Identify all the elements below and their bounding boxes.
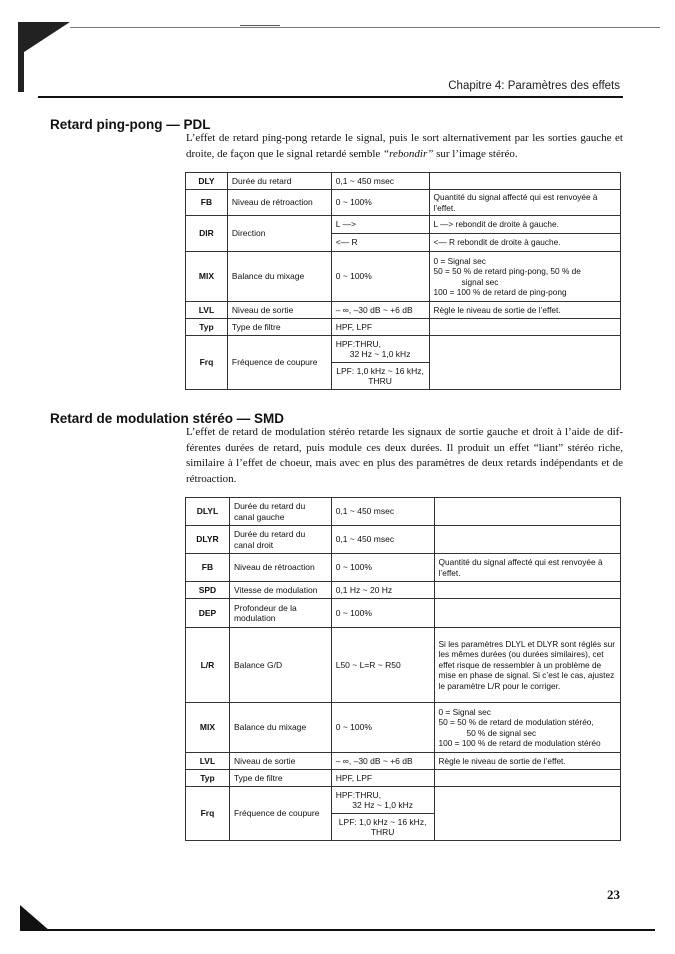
- param-range: HPF, LPF: [331, 319, 429, 336]
- param-range: <— R: [331, 234, 429, 252]
- param-description: Type de filtre: [227, 319, 331, 336]
- page-number: 23: [607, 887, 620, 902]
- param-range: 0 ~ 100%: [331, 252, 429, 302]
- param-code: Frq: [186, 787, 230, 841]
- page-corner-mark: [18, 22, 70, 56]
- header-rule: [38, 96, 623, 98]
- param-table-pdl: [185, 172, 621, 390]
- note-line: 0 = Signal sec: [438, 706, 491, 717]
- param-range: HPF, LPF: [331, 770, 434, 787]
- range-line: 32 Hz ~ 1,0 kHz: [349, 349, 411, 359]
- param-description: Niveau de sortie: [227, 302, 331, 319]
- section-title-smd: Retard de modulation stéréo — SMD: [50, 411, 285, 426]
- param-note: Si les paramètres DLYL et DLYR sont réglés sur les mêmes durées (ou durées similaires), cet effet risque de ressembler à un problème de mise en phase de signal. Si c’est le cas, ajustez le paramètre L/R pour le corriger.: [434, 628, 620, 703]
- section-intro-pdl: [186, 131, 623, 162]
- param-code: DLYR: [186, 526, 230, 554]
- table-row: [186, 190, 621, 216]
- top-rule-short: [240, 25, 280, 26]
- param-note: [434, 582, 620, 599]
- param-note: [429, 336, 621, 390]
- table-row: [186, 302, 621, 319]
- note-line: 50 % de signal sec: [466, 727, 537, 738]
- param-code: DLY: [186, 173, 228, 190]
- param-description: Fréquence de coupure: [227, 336, 331, 390]
- param-description: Balance du mixage: [227, 252, 331, 302]
- param-code: FB: [186, 554, 230, 582]
- param-note: Quantité du signal affecté qui est renvoyée à l’effet.: [434, 554, 620, 582]
- param-range: [331, 787, 434, 814]
- note-line: 0 = Signal sec: [433, 255, 486, 266]
- param-description: Vitesse de modulation: [229, 582, 331, 599]
- param-range: [331, 336, 429, 363]
- param-range: 0 ~ 100%: [331, 599, 434, 628]
- intro-text-emphasis: “rebondir”: [383, 147, 434, 160]
- param-description: Niveau de sortie: [229, 753, 331, 770]
- note-line: 50 = 50 % de retard de modulation stéréo,: [438, 717, 594, 727]
- param-range: [331, 814, 434, 841]
- param-description: Durée du retard: [227, 173, 331, 190]
- note-line: 100 = 100 % de retard de modulation stéréo: [438, 738, 601, 748]
- table-row: [186, 703, 621, 753]
- param-note: [434, 599, 620, 628]
- table-row: [186, 336, 621, 363]
- note-line: 50 = 50 % de retard ping-pong, 50 % de: [433, 266, 581, 276]
- table-row: [186, 628, 621, 703]
- page-corner-mark-bottom: [20, 905, 50, 931]
- param-code: DIR: [186, 216, 228, 252]
- intro-text-a: L’effet de retard ping-pong retarde le signal, puis le sort alternativement par les sorties gauche et droite, de façon que le signal retardé semble: [186, 132, 623, 160]
- param-note: L —> rebondit de droite à gauche.: [429, 216, 621, 234]
- param-code: Typ: [186, 319, 228, 336]
- param-note: [434, 770, 620, 787]
- param-note: Règle le niveau de sortie de l’effet.: [434, 753, 620, 770]
- param-range: – ∞, –30 dB ~ +6 dB: [331, 302, 429, 319]
- param-code: MIX: [186, 703, 230, 753]
- param-code: L/R: [186, 628, 230, 703]
- bottom-rule: [20, 929, 655, 931]
- param-description: Type de filtre: [229, 770, 331, 787]
- param-note: Règle le niveau de sortie de l’effet.: [429, 302, 621, 319]
- note-line: signal sec: [461, 276, 499, 287]
- table-row: [186, 770, 621, 787]
- param-note: [434, 787, 620, 841]
- table-row: [186, 753, 621, 770]
- param-range: L —>: [331, 216, 429, 234]
- param-note: [434, 703, 620, 753]
- param-code: SPD: [186, 582, 230, 599]
- page-corner-mark-bar: [18, 22, 24, 92]
- param-description: Fréquence de coupure: [229, 787, 331, 841]
- param-note: [434, 498, 620, 526]
- range-line: LPF: 1,0 kHz ~ 16 kHz,: [336, 365, 424, 376]
- range-line: 32 Hz ~ 1,0 kHz: [352, 800, 413, 810]
- param-code: Typ: [186, 770, 230, 787]
- param-note: [434, 526, 620, 554]
- table-row: [186, 319, 621, 336]
- param-code: Frq: [186, 336, 228, 390]
- param-range: 0 ~ 100%: [331, 703, 434, 753]
- param-code: DEP: [186, 599, 230, 628]
- range-line: HPF:THRU,: [335, 789, 382, 800]
- param-description: Durée du retard du canal gauche: [229, 498, 331, 526]
- top-rule: [70, 27, 660, 28]
- param-code: LVL: [186, 753, 230, 770]
- section-title-pdl: Retard ping-pong — PDL: [50, 117, 211, 132]
- table-row: [186, 498, 621, 526]
- range-line: THRU: [368, 376, 392, 386]
- param-note: [429, 173, 621, 190]
- param-description: Durée du retard du canal droit: [229, 526, 331, 554]
- range-line: THRU: [370, 827, 395, 837]
- param-range: L50 ~ L=R ~ R50: [331, 628, 434, 703]
- param-code: MIX: [186, 252, 228, 302]
- param-range: 0 ~ 100%: [331, 190, 429, 216]
- table-row: [186, 216, 621, 234]
- param-code: DLYL: [186, 498, 230, 526]
- param-range: 0,1 ~ 450 msec: [331, 526, 434, 554]
- param-range: 0,1 ~ 450 msec: [331, 498, 434, 526]
- param-description: Niveau de rétroaction: [227, 190, 331, 216]
- table-row: [186, 252, 621, 302]
- table-row: [186, 599, 621, 628]
- param-description: Balance G/D: [229, 628, 331, 703]
- param-code: FB: [186, 190, 228, 216]
- section-intro-smd: L’effet de retard de modulation stéréo retarde les signaux de sortie gauche et droit à l’aide de dif-férentes durées de retard, puis module ces deux durées. Il produit un effet “liant” stéréo riche, similaire à l’effet de choeur, mais avec en plus des paramètres de deux retards indépendants et de rétroaction.: [186, 426, 623, 485]
- param-table-smd: [185, 497, 621, 841]
- chapter-header: Chapitre 4: Paramètres des effets: [448, 80, 620, 92]
- param-range: 0,1 Hz ~ 20 Hz: [331, 582, 434, 599]
- param-note: [429, 252, 621, 302]
- intro-text-b: sur l’image stéréo.: [433, 147, 518, 160]
- param-description: Niveau de rétroaction: [229, 554, 331, 582]
- param-description: Balance du mixage: [229, 703, 331, 753]
- table-row: [186, 554, 621, 582]
- param-note: <— R rebondit de droite à gauche.: [429, 234, 621, 252]
- param-range: 0 ~ 100%: [331, 554, 434, 582]
- table-row: [186, 582, 621, 599]
- param-range: 0,1 ~ 450 msec: [331, 173, 429, 190]
- range-line: LPF: 1,0 kHz ~ 16 kHz,: [338, 816, 427, 827]
- note-line: 100 = 100 % de retard de ping-pong: [433, 287, 567, 297]
- table-row: [186, 173, 621, 190]
- param-description: Direction: [227, 216, 331, 252]
- param-note: Quantité du signal affecté qui est renvoyée à l’effet.: [429, 190, 621, 216]
- range-line: HPF:THRU,: [335, 338, 382, 349]
- param-note: [429, 319, 621, 336]
- param-description: Profondeur de la modulation: [229, 599, 331, 628]
- param-code: LVL: [186, 302, 228, 319]
- param-range: – ∞, –30 dB ~ +6 dB: [331, 753, 434, 770]
- table-row: [186, 787, 621, 814]
- table-row: [186, 526, 621, 554]
- param-range: [331, 363, 429, 390]
